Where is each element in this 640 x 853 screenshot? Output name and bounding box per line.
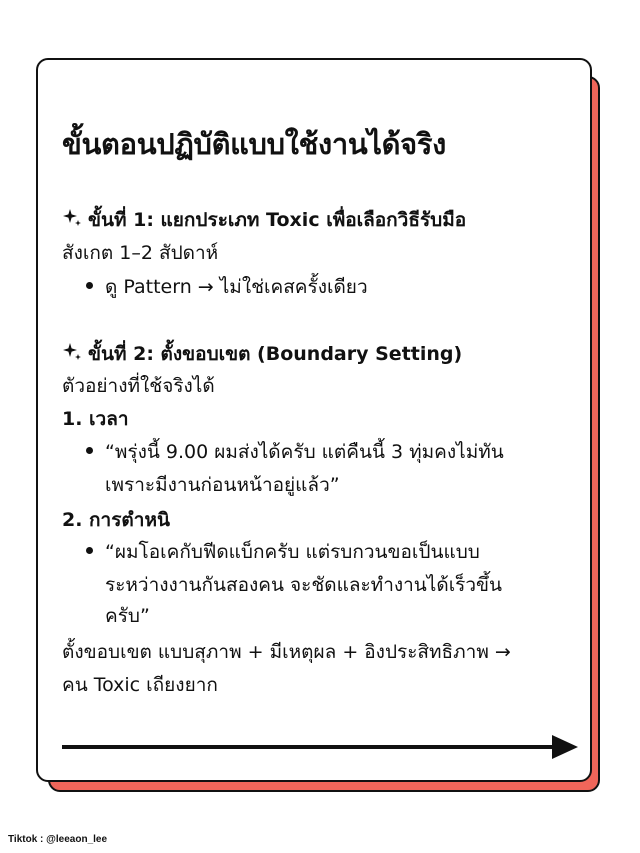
- step1-heading-row: [62, 208, 466, 234]
- page-title: ขั้นตอนปฏิบัติแบบใช้งานได้จริง: [62, 127, 447, 161]
- step2-intro: ตัวอย่างที่ใช้จริงได้: [62, 375, 215, 397]
- step2-heading-row: [62, 342, 462, 368]
- item1-bullet-item: [86, 440, 504, 464]
- step1-bullet-item: [86, 275, 368, 299]
- step1-heading: ขั้นที่ 1: แยกประเภท Toxic เพื่อเลือกวิธีรับมือ: [88, 209, 467, 231]
- item2-line-2: ระหว่างงานกันสองคน จะชัดและทำงานได้เร็วขึ้น: [105, 574, 503, 596]
- item1-line-2: เพราะมีงานก่อนหน้าอยู่แล้ว”: [105, 474, 340, 496]
- item2-line-1: “ผมโอเคกับฟีดแบ็กครับ แต่รบกวนขอเป็นแบบ: [105, 541, 480, 563]
- sparkle-icon: [62, 208, 82, 234]
- footer-credit: Tiktok : @leeaon_lee: [8, 834, 108, 845]
- item1-title: 1. เวลา: [62, 408, 129, 430]
- bullet-icon: [86, 282, 93, 289]
- bullet-icon: [86, 547, 93, 554]
- item1-line-1: “พรุ่งนี้ 9.00 ผมส่งได้ครับ แต่คืนนี้ 3 ทุ่มคงไม่ทัน: [105, 441, 504, 463]
- summary-line-2: คน Toxic เถียงยาก: [62, 674, 218, 696]
- item2-line-3: ครับ”: [105, 605, 150, 627]
- step2-heading: ขั้นที่ 2: ตั้งขอบเขต (Boundary Setting): [88, 343, 463, 365]
- summary-line-1: ตั้งขอบเขต แบบสุภาพ + มีเหตุผล + อิงประสิทธิภาพ →: [62, 641, 511, 663]
- step1-bullet-text: ดู Pattern → ไม่ใช่เคสครั้งเดียว: [105, 276, 368, 298]
- item2-title: 2. การตำหนิ: [62, 509, 170, 531]
- item2-bullet-item: [86, 540, 480, 564]
- step1-text: สังเกต 1–2 สัปดาห์: [62, 242, 219, 264]
- right-arrow-icon: [62, 733, 578, 761]
- sparkle-icon: [62, 342, 82, 368]
- bullet-icon: [86, 447, 93, 454]
